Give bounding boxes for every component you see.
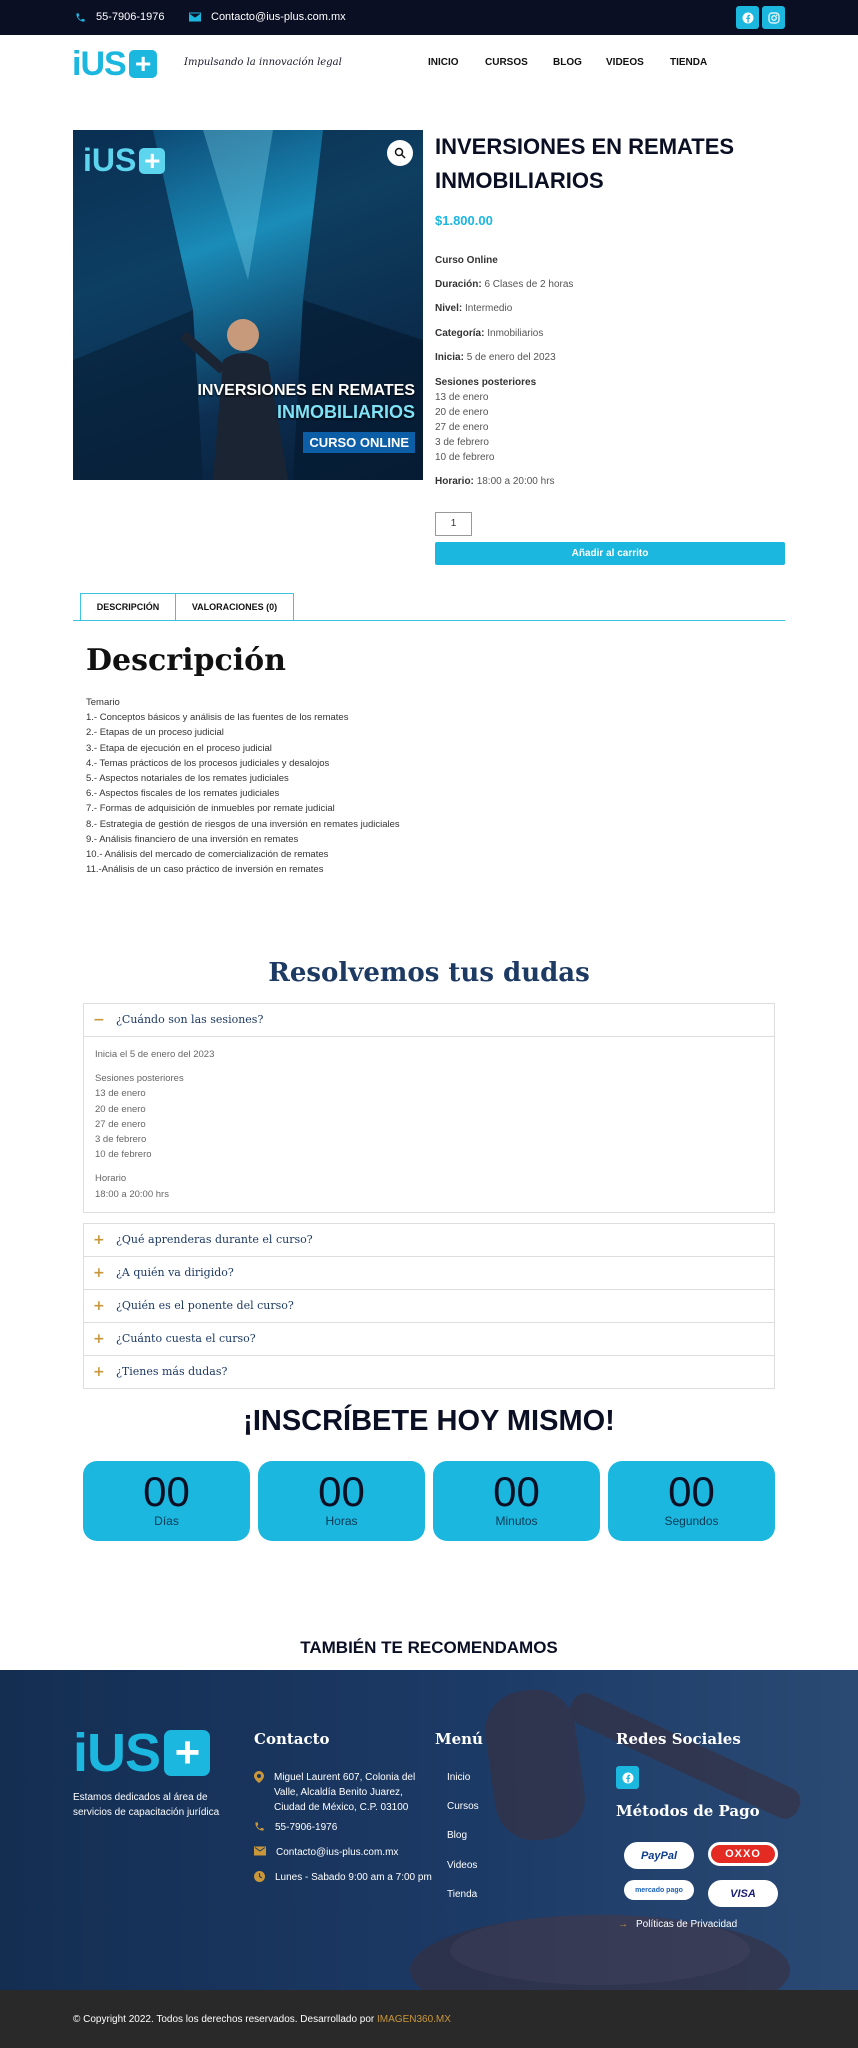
visa-logo: VISA <box>708 1880 778 1907</box>
syllabus-item: 1.- Conceptos básicos y análisis de las fuentes de los remates <box>86 712 349 724</box>
footer-phone[interactable] <box>254 1820 434 1835</box>
faq-item[interactable] <box>83 1223 775 1257</box>
session-date: 3 de febrero <box>435 437 489 448</box>
countdown-label: Días <box>154 1514 179 1528</box>
syllabus-list <box>86 695 400 877</box>
signup-cta: ¡INSCRÍBETE HOY MISMO! <box>243 1405 615 1437</box>
session-date: 27 de enero <box>435 422 489 433</box>
tab-description[interactable]: DESCRIPCIÓN <box>80 593 176 620</box>
image-logo-plus: + <box>144 144 161 176</box>
image-logo <box>83 142 165 179</box>
answer-start: Inicia el 5 de enero del 2023 <box>95 1049 215 1060</box>
duration-value: 6 Clases de 2 horas <box>484 279 574 290</box>
plus-icon: + <box>93 1331 105 1347</box>
session-date: 20 de enero <box>435 407 489 418</box>
footer-email-text: Contacto@ius-plus.com.mx <box>276 1847 399 1858</box>
copyright-main: © Copyright 2022. Todos los derechos reservados. Desarrollado por <box>73 2014 378 2025</box>
category-label: Categoría: <box>435 328 485 339</box>
faq-question-text: ¿Cuándo son las sesiones? <box>116 1013 264 1026</box>
session-date: 13 de enero <box>435 392 489 403</box>
topbar-email-text: Contacto@ius-plus.com.mx <box>211 11 346 23</box>
instagram-icon <box>768 12 780 24</box>
level-label: Nivel: <box>435 303 463 314</box>
faq-question-text: ¿Quién es el ponente del curso? <box>116 1299 294 1312</box>
answer-schedule: 18:00 a 20:00 hrs <box>95 1188 169 1200</box>
faq-item-open <box>83 1003 775 1213</box>
phone-icon <box>75 12 86 23</box>
description-heading: Descripción <box>86 643 286 678</box>
location-pin-icon <box>254 1771 264 1783</box>
schedule-label: Horario: <box>435 476 474 487</box>
logo-plus: + <box>135 48 151 79</box>
countdown-label: Segundos <box>664 1514 719 1528</box>
product-title: INVERSIONES EN REMATES INMOBILIARIOS <box>435 134 735 193</box>
plus-icon: + <box>93 1265 105 1281</box>
footer-facebook-button[interactable] <box>616 1766 639 1789</box>
image-title-line1: INVERSIONES EN REMATES <box>197 382 415 399</box>
countdown-hours <box>258 1461 425 1541</box>
gavel-graphic <box>400 1670 858 1990</box>
paypal-logo: PayPal <box>624 1842 694 1869</box>
footer-logo-box <box>164 1730 210 1776</box>
product-type-text: Curso Online <box>435 255 498 266</box>
faq-question-open[interactable] <box>84 1004 774 1036</box>
image-logo-box <box>139 144 165 176</box>
envelope-icon <box>189 12 201 22</box>
faq-title: Resolvemos tus dudas <box>268 958 590 988</box>
footer-contact-title: Contacto <box>254 1730 330 1748</box>
faq-question-text: ¿Cuánto cuesta el curso? <box>116 1332 256 1345</box>
add-to-cart-button[interactable]: Añadir al carrito <box>435 542 785 565</box>
copyright-text <box>73 2014 451 2025</box>
answer-sessions-label: Sesiones posteriores <box>95 1073 184 1085</box>
countdown-value: 00 <box>143 1468 190 1515</box>
footer-menu-cursos[interactable]: Cursos <box>447 1801 479 1812</box>
footer-payment-title: Métodos de Pago <box>616 1802 760 1820</box>
copyright-bar <box>0 1990 858 2048</box>
syllabus-item: 10.- Análisis del mercado de comercialización de remates <box>86 849 329 861</box>
recommend-title: TAMBIÉN TE RECOMENDAMOS <box>300 1638 558 1657</box>
countdown-seconds <box>608 1461 775 1541</box>
answer-session: 10 de febrero <box>95 1149 152 1161</box>
site-logo[interactable] <box>72 47 157 81</box>
product-category <box>435 326 543 341</box>
faq-question-text: ¿Tienes más dudas? <box>116 1365 228 1378</box>
facebook-icon <box>622 1772 634 1784</box>
clock-icon <box>254 1871 265 1882</box>
product-image[interactable] <box>73 130 423 480</box>
mercado-pago-logo: mercado pago <box>624 1880 694 1900</box>
nav-tienda[interactable]: TIENDA <box>670 57 708 68</box>
session-date: 10 de febrero <box>435 452 495 463</box>
answer-session: 3 de febrero <box>95 1134 147 1146</box>
tagline: Impulsando la innovación legal <box>184 57 342 68</box>
plus-icon: + <box>93 1298 105 1314</box>
magnifier-icon <box>394 147 406 159</box>
syllabus-item: 4.- Temas prácticos de los procesos judiciales y desalojos <box>86 757 330 769</box>
faq-item[interactable] <box>83 1289 775 1323</box>
start-label: Inicia: <box>435 352 464 363</box>
quantity-input[interactable]: 1 <box>435 512 472 536</box>
footer-menu-title: Menú <box>435 1730 483 1748</box>
answer-session: 27 de enero <box>95 1118 146 1130</box>
product-duration <box>435 277 573 292</box>
faq-question-text: ¿Qué aprenderas durante el curso? <box>116 1233 313 1246</box>
footer-menu-inicio[interactable]: Inicio <box>447 1772 471 1783</box>
image-title-line2: INMOBILIARIOS <box>277 402 415 422</box>
nav-blog[interactable]: BLOG <box>553 57 582 68</box>
syllabus-item: 11.-Análisis de un caso práctico de inversión en remates <box>86 864 324 876</box>
footer-menu-videos[interactable]: Videos <box>447 1860 478 1871</box>
nav-videos[interactable]: VIDEOS <box>606 57 644 68</box>
duration-label: Duración: <box>435 279 482 290</box>
envelope-icon <box>254 1846 266 1856</box>
nav-inicio[interactable]: INICIO <box>428 57 459 68</box>
faq-answer <box>84 1036 774 1212</box>
phone-icon <box>254 1821 265 1832</box>
footer-address <box>254 1770 434 1815</box>
footer-hours-text: Lunes - Sabado 9:00 am a 7:00 pm <box>275 1872 432 1883</box>
product-sessions <box>435 375 536 465</box>
image-logo-text: iUS <box>83 142 137 178</box>
tabs-divider <box>73 620 785 621</box>
footer-phone-text: 55-7906-1976 <box>275 1822 338 1833</box>
plus-icon: + <box>93 1232 105 1248</box>
faq-question-text: ¿A quién va dirigido? <box>116 1266 234 1279</box>
countdown-value: 00 <box>668 1468 715 1515</box>
arrow-right-icon: → <box>618 1919 628 1930</box>
syllabus-item: 2.- Etapas de un proceso judicial <box>86 727 224 739</box>
answer-session: 20 de enero <box>95 1103 146 1115</box>
footer-description: Estamos dedicados al área de servicios de capacitación jurídica <box>73 1792 220 1818</box>
product-price: $1.800.00 <box>435 213 493 228</box>
image-badge: CURSO ONLINE <box>303 432 415 453</box>
footer-menu-tienda[interactable]: Tienda <box>447 1889 478 1900</box>
main-header <box>0 35 858 90</box>
countdown-minutes <box>433 1461 600 1541</box>
footer-email[interactable] <box>254 1845 434 1860</box>
oxxo-logo: OXXO <box>708 1842 778 1866</box>
syllabus-item: 3.- Etapa de ejecución en el proceso judicial <box>86 742 272 754</box>
product-level <box>435 301 512 316</box>
countdown-value: 00 <box>493 1468 540 1515</box>
topbar-phone-text: 55-7906-1976 <box>96 11 165 23</box>
plus-icon: + <box>93 1364 105 1380</box>
footer-logo-text: iUS <box>73 1723 161 1783</box>
answer-session: 13 de enero <box>95 1088 146 1100</box>
syllabus-intro: Temario <box>86 697 120 708</box>
nav-cursos[interactable]: CURSOS <box>485 57 528 68</box>
syllabus-item: 7.- Formas de adquisición de inmuebles por remate judicial <box>86 803 335 815</box>
countdown-value: 00 <box>318 1468 365 1515</box>
category-value[interactable]: Inmobiliarios <box>487 328 544 339</box>
faq-item[interactable] <box>83 1256 775 1290</box>
sessions-label: Sesiones posteriores <box>435 377 537 388</box>
product-schedule <box>435 474 555 489</box>
topbar-phone[interactable] <box>75 11 165 23</box>
privacy-link[interactable] <box>618 1919 737 1930</box>
product-start <box>435 350 556 365</box>
schedule-value: 18:00 a 20:00 hrs <box>476 476 555 487</box>
footer-logo-plus: + <box>174 1728 200 1777</box>
answer-schedule-label: Horario <box>95 1173 127 1185</box>
faq-item[interactable] <box>83 1355 775 1389</box>
syllabus-item: 8.- Estrategia de gestión de riesgos de una inversión en remates judiciales <box>86 818 400 830</box>
logo-text: iUS <box>72 45 126 83</box>
instagram-button[interactable] <box>762 6 785 29</box>
building-graphic <box>73 130 423 480</box>
minus-icon: − <box>93 1012 105 1028</box>
syllabus-item: 6.- Aspectos fiscales de los remates judiciales <box>86 788 280 800</box>
footer <box>0 1670 858 1990</box>
footer-logo[interactable] <box>73 1723 210 1783</box>
product-type <box>435 253 498 268</box>
zoom-button[interactable] <box>387 140 413 166</box>
developer-link[interactable]: IMAGEN360.MX <box>377 2014 451 2025</box>
footer-hours <box>254 1870 434 1885</box>
footer-social-title: Redes Sociales <box>616 1730 741 1748</box>
facebook-button[interactable] <box>736 6 759 29</box>
syllabus-item: 9.- Análisis financiero de una inversión en remates <box>86 833 299 845</box>
facebook-icon <box>742 12 754 24</box>
top-bar <box>0 0 858 35</box>
privacy-link-text: Políticas de Privacidad <box>636 1919 738 1930</box>
start-value: 5 de enero del 2023 <box>466 352 556 363</box>
countdown-label: Horas <box>325 1514 358 1528</box>
tab-reviews[interactable]: VALORACIONES (0) <box>175 593 294 620</box>
level-value: Intermedio <box>465 303 513 314</box>
countdown-label: Minutos <box>495 1514 538 1528</box>
footer-menu-blog[interactable]: Blog <box>447 1830 468 1841</box>
logo-plus-box <box>129 50 157 78</box>
footer-address-text: Miguel Laurent 607, Colonia del Valle, Alcaldía Benito Juarez, Ciudad de México, C.P. 03100 <box>274 1772 416 1813</box>
topbar-email[interactable] <box>189 11 346 23</box>
syllabus-item: 5.- Aspectos notariales de los remates judiciales <box>86 773 289 785</box>
faq-item[interactable] <box>83 1322 775 1356</box>
countdown-days <box>83 1461 250 1541</box>
